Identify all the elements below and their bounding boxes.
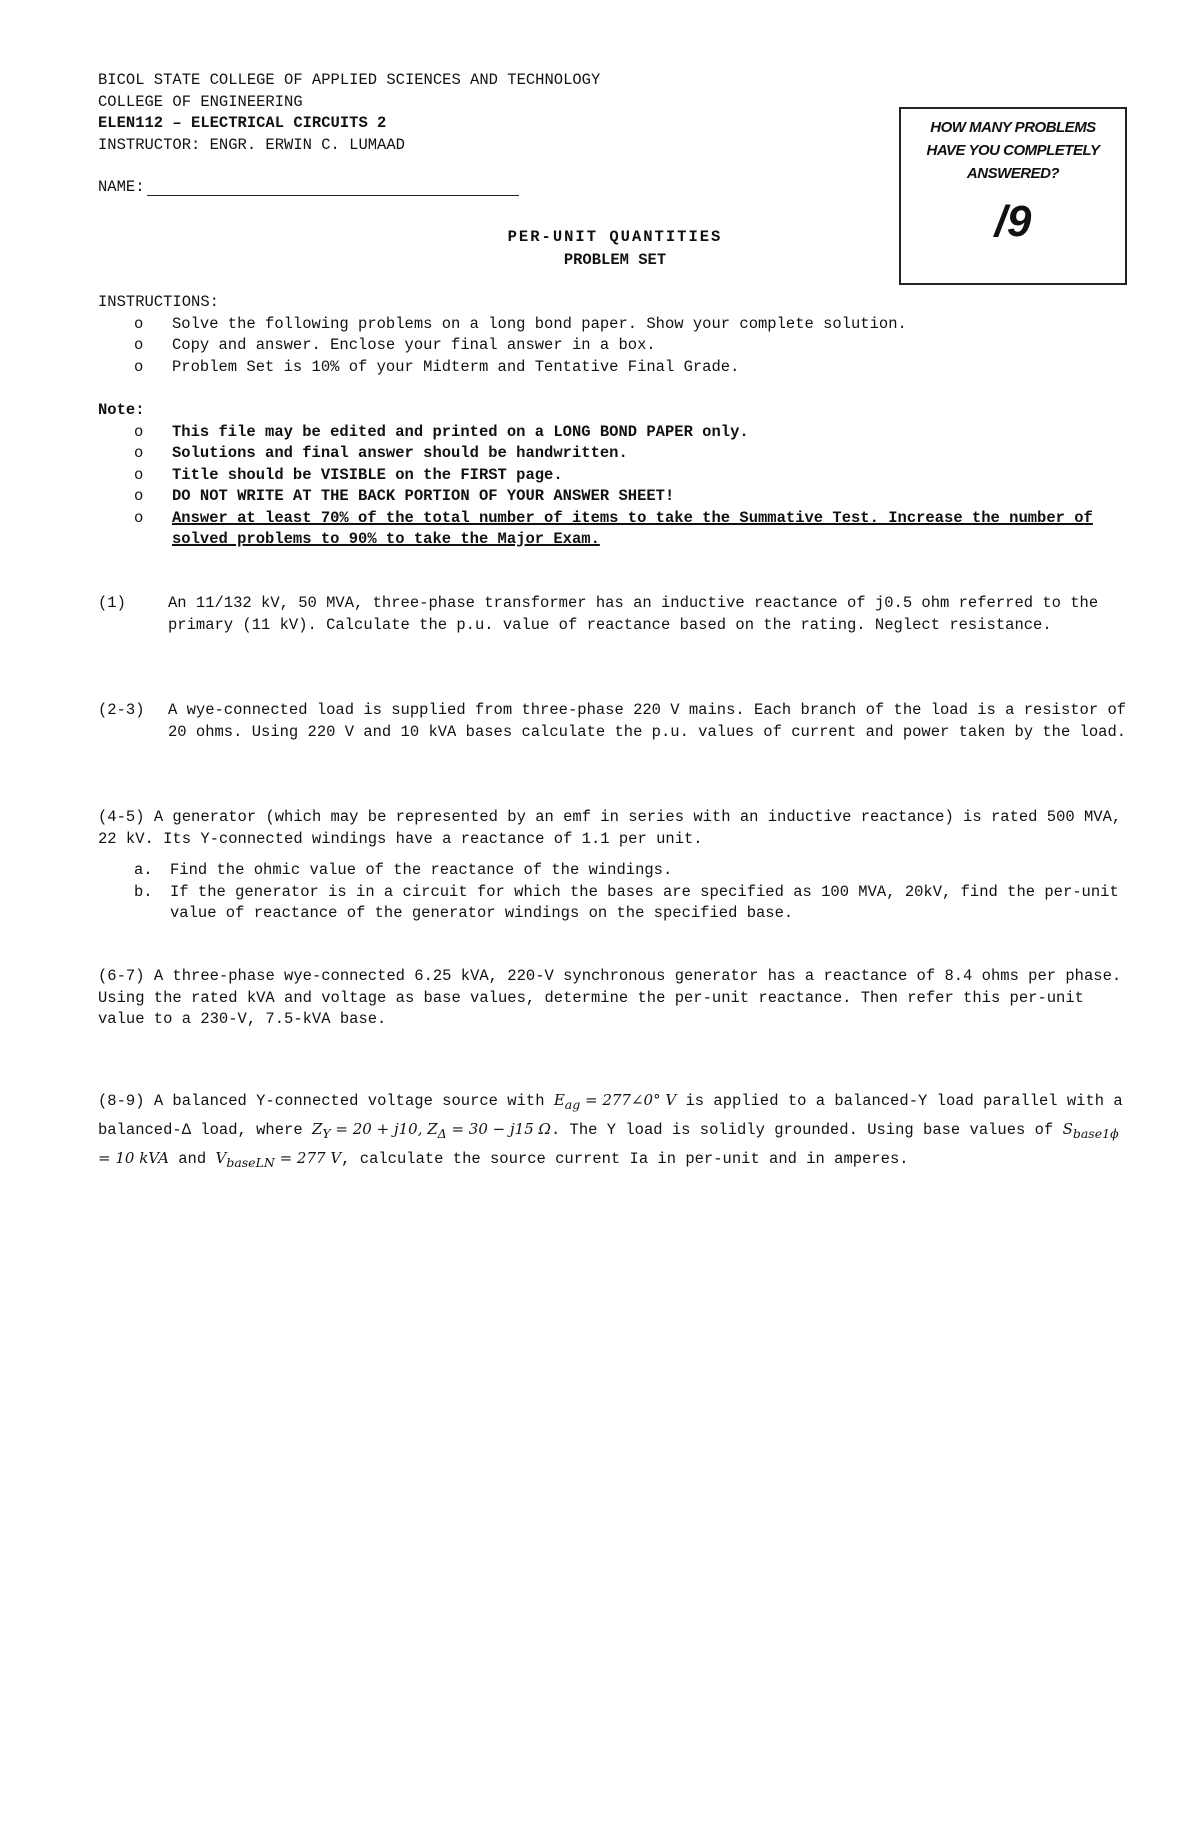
problem-number: (8-9)	[98, 1092, 145, 1110]
math-symbol: V	[215, 1149, 227, 1167]
list-item	[98, 508, 1122, 551]
math-symbol: Z	[427, 1120, 438, 1138]
problem-number: (4-5)	[98, 808, 145, 826]
problem-1	[98, 593, 1128, 636]
score-box-question	[901, 116, 1125, 185]
math-subscript: Y	[322, 1126, 331, 1141]
problem-text: A generator (which may be represented by an emf in series with an inductive reactance) is rated 500 MVA, 22 kV. Its Y-connected windings have a reactance of 1.1 per unit.	[98, 808, 1122, 848]
list-item	[98, 443, 1122, 465]
sub-label: b.	[134, 882, 153, 901]
math-value: = 20 + j10,	[330, 1120, 428, 1138]
bullet: o	[134, 422, 144, 441]
sub-label: a.	[134, 861, 153, 879]
problem-text: A balanced Y-connected voltage source with	[153, 1092, 545, 1110]
bullet: o	[134, 465, 144, 484]
score-value: /9	[994, 197, 1032, 246]
name-label: NAME:	[98, 178, 145, 196]
note-section	[98, 400, 1122, 551]
equation-zdelta	[427, 1120, 551, 1141]
sub-text: Find the ohmic value of the reactance of the windings.	[170, 861, 673, 879]
subtitle-line: PROBLEM SET	[563, 251, 667, 269]
math-subscript: baseLN	[226, 1155, 275, 1170]
instruction-text: Copy and answer. Enclose your final answer in a box.	[172, 336, 656, 354]
problem-number: (1)	[98, 594, 126, 612]
college-name: COLLEGE OF ENGINEERING	[98, 92, 303, 111]
equation-zy	[311, 1120, 428, 1141]
note-list	[98, 422, 1122, 551]
instructions-section	[98, 292, 1122, 378]
problem-text: A three-phase wye-connected 6.25 kVA, 220-V synchronous generator has a reactance of 8.4 ohms per phase. Using the rated kVA and voltage as base values, determine the per-unit reactance. Then refer this per-unit value to a 230-V, 7.5-kVA base.	[98, 967, 1122, 1028]
sub-text: If the generator is in a circuit for which the bases are specified as 100 MVA, 20kV, find the per-unit value of reactance of the generator windings on the specified base.	[170, 882, 1119, 922]
problem-text: and	[178, 1150, 207, 1168]
math-symbol: S	[1062, 1120, 1073, 1138]
math-symbol: E	[553, 1091, 565, 1109]
problem-number: (2-3)	[98, 701, 145, 719]
problem-2-3	[98, 700, 1128, 743]
name-field	[98, 178, 519, 196]
instructor-line: INSTRUCTOR: ENGR. ERWIN C. LUMAAD	[98, 135, 405, 154]
equation-vbase	[215, 1149, 342, 1170]
score-question-line: ANSWERED?	[966, 165, 1060, 182]
page-title	[430, 226, 800, 272]
bullet: o	[134, 314, 144, 333]
sub-question-b	[98, 882, 1128, 925]
problem-number: (6-7)	[98, 967, 145, 985]
bullet: o	[134, 487, 144, 505]
problem-text: is applied to a balanced-Y load parallel with a balanced-Δ load, where	[98, 1092, 1123, 1139]
problem-text: . The Y load is solidly grounded. Using base values of	[550, 1121, 1054, 1139]
math-value: = 277∠0° V	[580, 1091, 677, 1109]
equation-source-voltage	[553, 1091, 677, 1112]
bullet: o	[134, 336, 144, 354]
math-subscript: base1ϕ	[1072, 1126, 1119, 1141]
list-item	[98, 465, 1122, 487]
note-text: Answer at least 70% of the total number of items to take the Summative Test. Increase the number of solved problems to 90% to take the Major Exam.	[172, 508, 1093, 548]
problem-4-5	[98, 807, 1128, 925]
note-text: Title should be VISIBLE on the FIRST page.	[172, 465, 563, 484]
math-value: = 30 − j15 Ω	[446, 1120, 551, 1138]
instructions-list	[98, 314, 1122, 379]
list-item	[98, 314, 1122, 336]
course-title: ELEN112 – ELECTRICAL CIRCUITS 2	[98, 114, 387, 132]
note-text: Solutions and final answer should be handwritten.	[172, 444, 628, 462]
math-symbol: Z	[311, 1120, 323, 1138]
math-subscript: Δ	[437, 1126, 447, 1141]
note-heading: Note:	[98, 401, 145, 419]
list-item	[98, 335, 1122, 357]
bullet: o	[134, 357, 144, 376]
problem-text: An 11/132 kV, 50 MVA, three-phase transformer has an inductive reactance of j0.5 ohm referred to the primary (11 kV). Calculate the p.u. value of reactance based on the rating. Neglect resistance.	[168, 594, 1099, 634]
problem-6-7	[98, 966, 1128, 1031]
list-item	[98, 486, 1122, 508]
school-name: BICOL STATE COLLEGE OF APPLIED SCIENCES AND TECHNOLOGY	[98, 71, 601, 89]
instruction-text: Problem Set is 10% of your Midterm and Tentative Final Grade.	[172, 357, 740, 376]
bullet: o	[134, 508, 144, 527]
math-subscript: ag	[564, 1097, 581, 1112]
name-blank-line	[147, 179, 519, 196]
instructions-heading: INSTRUCTIONS:	[98, 293, 219, 311]
score-question-line: HOW MANY PROBLEMS	[930, 119, 1096, 136]
document-header	[98, 70, 600, 156]
math-value: = 277 V	[274, 1149, 342, 1167]
instruction-text: Solve the following problems on a long bond paper. Show your complete solution.	[172, 314, 907, 333]
problem-8-9	[98, 1088, 1128, 1175]
note-text: This file may be edited and printed on a LONG BOND PAPER only.	[172, 422, 749, 441]
list-item	[98, 422, 1122, 444]
math-value: = 10 kVA	[98, 1149, 169, 1167]
sub-question-a	[98, 860, 1128, 882]
bullet: o	[134, 444, 144, 462]
problem-text: A wye-connected load is supplied from three-phase 220 V mains. Each branch of the load is a resistor of 20 ohms. Using 220 V and 10 kVA bases calculate the p.u. values of current and power taken by the load.	[168, 701, 1127, 741]
score-question-line: HAVE YOU COMPLETELY	[926, 142, 1100, 159]
problem-text: , calculate the source current Ia in per-unit and in amperes.	[341, 1150, 909, 1168]
score-box	[899, 107, 1127, 285]
list-item	[98, 357, 1122, 379]
title-line: PER-UNIT QUANTITIES	[507, 228, 723, 246]
note-text: DO NOT WRITE AT THE BACK PORTION OF YOUR ANSWER SHEET!	[172, 487, 675, 505]
